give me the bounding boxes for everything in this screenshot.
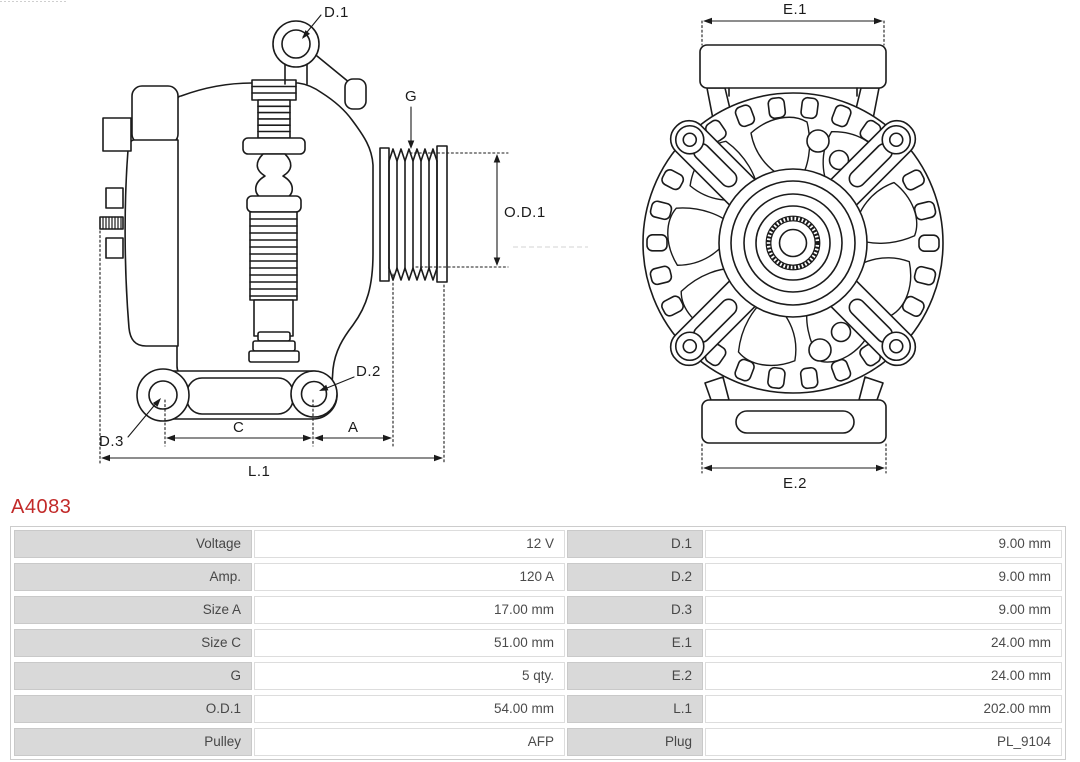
bottom-mount-lugs — [137, 369, 337, 421]
spec-label: Voltage — [14, 530, 252, 558]
dim-label-a: A — [348, 419, 359, 436]
dim-label-c: C — [233, 419, 245, 436]
spec-value: 24.00 mm — [705, 662, 1062, 690]
vent-hole — [832, 323, 851, 342]
dim-e2 — [702, 444, 886, 492]
dim-label-od1: O.D.1 — [504, 204, 546, 221]
spec-label: G — [14, 662, 252, 690]
spec-value: 9.00 mm — [705, 596, 1062, 624]
spec-label: E.2 — [567, 662, 703, 690]
spec-label: Size A — [14, 596, 252, 624]
spec-label: Pulley — [14, 728, 252, 756]
vent-hole — [809, 339, 831, 361]
spec-value: 24.00 mm — [705, 629, 1062, 657]
spec-label: D.3 — [567, 596, 703, 624]
spec-label: E.1 — [567, 629, 703, 657]
spec-label: O.D.1 — [14, 695, 252, 723]
spec-label: D.1 — [567, 530, 703, 558]
dim-label-g: G — [405, 88, 418, 105]
dim-od1 — [410, 153, 546, 267]
alternator-side-view — [100, 21, 447, 421]
spec-value: 5 qty. — [254, 662, 565, 690]
spec-label: D.2 — [567, 563, 703, 591]
spec-value: 120 A — [254, 563, 565, 591]
table-row — [14, 629, 1062, 657]
dim-label-d2: D.2 — [356, 363, 381, 380]
table-row — [14, 662, 1062, 690]
dim-g — [405, 88, 417, 149]
table-row — [14, 530, 1062, 558]
spec-table — [10, 526, 1066, 760]
spec-label: L.1 — [567, 695, 703, 723]
table-row — [14, 695, 1062, 723]
alternator-front-view — [643, 45, 943, 443]
dim-label-d1: D.1 — [324, 4, 349, 21]
vent-hole — [807, 130, 829, 152]
spec-value: AFP — [254, 728, 565, 756]
spec-value: 9.00 mm — [705, 530, 1062, 558]
table-row — [14, 563, 1062, 591]
shaft-bore — [780, 230, 807, 257]
dim-e1 — [702, 1, 884, 45]
spec-value: 202.00 mm — [705, 695, 1062, 723]
dim-label-l1: L.1 — [248, 463, 271, 480]
spec-value: 51.00 mm — [254, 629, 565, 657]
hub — [719, 169, 867, 317]
table-row — [14, 728, 1062, 756]
spec-value: 12 V — [254, 530, 565, 558]
spec-value: 54.00 mm — [254, 695, 565, 723]
spec-value: 9.00 mm — [705, 563, 1062, 591]
pulley — [380, 146, 447, 282]
dim-label-e1: E.1 — [783, 1, 808, 18]
table-row — [14, 596, 1062, 624]
spec-label: Plug — [567, 728, 703, 756]
dim-d1 — [302, 4, 349, 39]
spec-value: 17.00 mm — [254, 596, 565, 624]
threaded-stud-hatch — [103, 217, 121, 229]
part-number-title: A4083 — [11, 496, 72, 518]
dim-label-e2: E.2 — [783, 475, 808, 492]
spec-label: Amp. — [14, 563, 252, 591]
spec-value: PL_9104 — [705, 728, 1062, 756]
dim-label-d3: D.3 — [99, 433, 124, 450]
spec-label: Size C — [14, 629, 252, 657]
